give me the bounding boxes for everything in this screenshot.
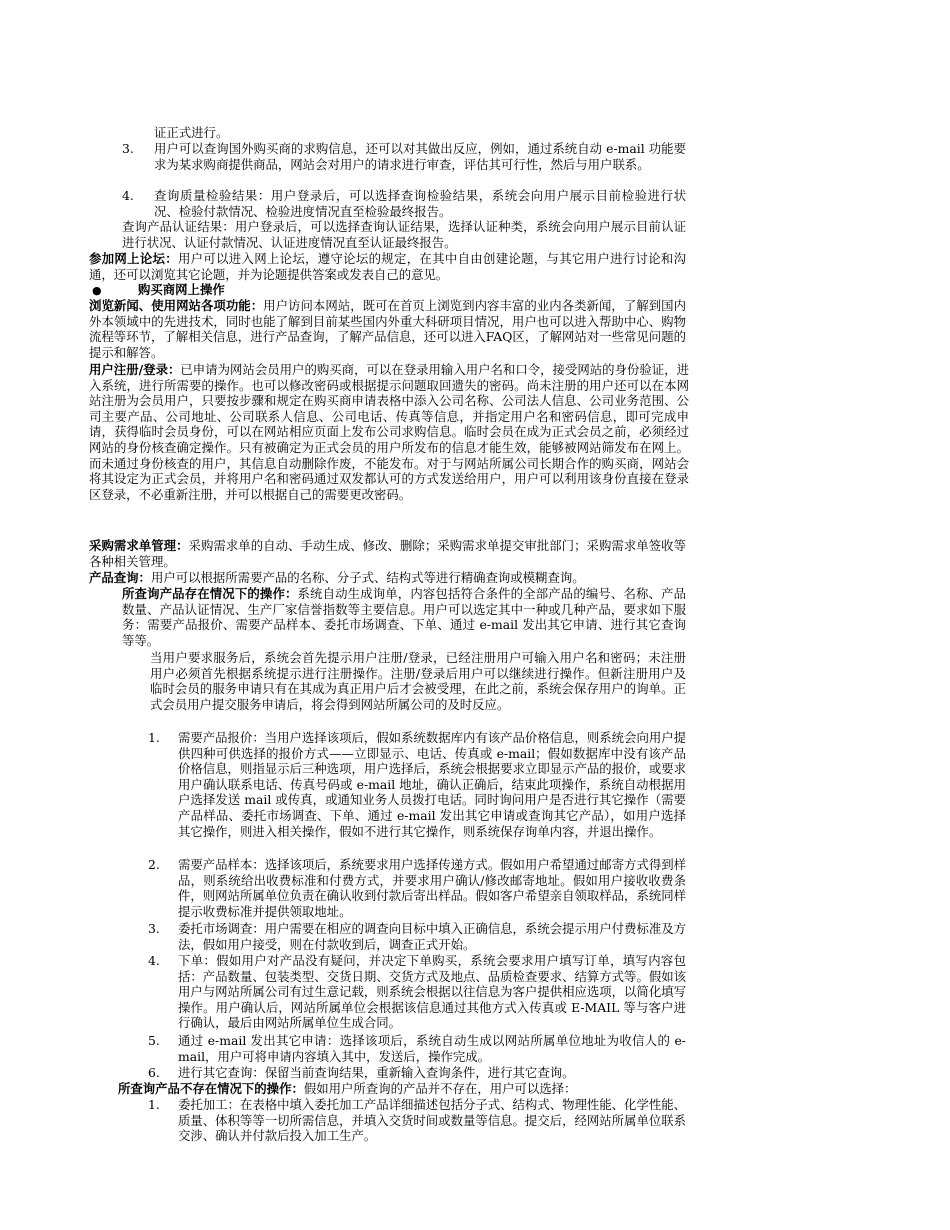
list-number: 2.	[148, 857, 160, 872]
forum-paragraph	[89, 251, 686, 282]
paragraph-text: 用户可以进入网上论坛，遵守论坛的规定，在其中自由创建论题，与其它用户进行讨论和沟通，还可以浏览其它论题，并为论题提供答案或发表自己的意见。	[89, 251, 687, 282]
list-number: 1.	[148, 1097, 160, 1112]
subsection-heading: 所查询产品存在情况下的操作：	[122, 586, 298, 601]
exist-paragraph	[122, 586, 686, 648]
bullet-icon: ●	[92, 284, 102, 297]
purchase-order-paragraph	[89, 538, 686, 569]
not-exist-paragraph	[118, 1081, 686, 1097]
list-item: 进行其它查询：保留当前查询结果，重新输入查询条件，进行其它查询。	[178, 1065, 575, 1080]
paragraph-text: 用户可以根据所需要产品的名称、分子式、结构式等进行精确查询或模糊查询。	[150, 570, 585, 585]
list-item: 用户可以查询国外购买商的求购信息，还可以对其做出反应，例如，通过系统自动 e-mail 功能要求为某求购商提供商品，网站会对用户的请求进行审查，评估其可行性，然后与用户联系。	[154, 141, 686, 172]
section-heading: 采购需求单管理：	[89, 538, 189, 553]
paragraph-text: 系统自动生成询单，内容包括符合条件的全部产品的编号、名称、产品数量、产品认证情况、生产厂家信誉指数等主要信息。用户可以选定其中一种或几种产品，要求如下服务：需要产品报价、需要产品样本、委托市场调查、下单、通过 e-mail 发出其它申请、进行其它查询等等。	[122, 586, 687, 648]
list-item: 需要产品样本：选择该项后，系统要求用户选择传递方式。假如用户希望通过邮寄方式得到样品，则系统给出收费标准和付费方式，并要求用户确认/修改邮寄地址。假如用户接收收费条件，则网站所属单位负责在确认收到付款后寄出样品。假如客户希望亲自领取样品，系统同样提示收费标准并提供领取地址。	[178, 857, 687, 919]
list-item: 委托加工：在表格中填入委托加工产品详细描述包括分子式、结构式、物理性能、化学性能、质量、体积等等一切所需信息，并填入交货时间或数量等信息。提交后，经网站所属单位联系交涉、确认并付款后投入加工生产。	[178, 1097, 687, 1144]
list-number: 6.	[148, 1065, 160, 1080]
register-paragraph	[89, 362, 689, 502]
section-heading: 浏览新闻、使用网站各项功能：	[89, 298, 264, 313]
paragraph-text: 已申请为网站会员用户的购买商，可以在登录用输入用户名和口令，接受网站的身份验证，进入系统，进行所需要的操作。也可以修改密码或根据提示问题取回遗失的密码。尚未注册的用户还可以在本网站注册为会员用户，只要按步骤和规定在购买商申请表格中添入公司名称、公司法人信息、公司业务范围、公司主要产品、公司地址、公司联系人信息、公司电话、传真等信息，并指定用户名和密码信息，即可完成申请，获得临时会员身份，可以在网站相应页面上发布公司求购信息。临时会员在成为正式会员之前，必须经过网站的身份核查确定操作。只有被确定为正式会员的用户所发布的信息才能生效，能够被网站筛发布在网上。而未通过身份核查的用户，其信息自动删除作废，不能发布。对于与网站所属公司长期合作的购买商，网站会将其设定为正式会员，并将用户名和密码通过双发都认可的方式发送给用户，用户可以利用该身份直接在登录区登录，不必重新注册，并可以根据自己的需要更改密码。	[89, 362, 690, 502]
list-item: 下单：假如用户对产品没有疑问，并决定下单购买，系统会要求用户填写订单，填写内容包括：产品数量、包装类型、交货日期、交货方式及地点、品质检查要求、结算方式等。假如该用户与网站所属公司有过生意记载，则系统会根据以往信息为客户提供相应选项，以简化填写操作。用户确认后，网站所属单位会根据该信息通过其他方式入传真或 E-MAIL 等与客户进行确认，最后由网站所属单位生成合同。	[178, 953, 687, 1031]
paragraph: 当用户要求服务后，系统会首先提示用户注册/登录，已经注册用户可输入用户名和密码；未注册用户必须首先根据系统提示进行注册操作。注册/登录后用户可以继续进行操作。但新注册用户及临时会员的服务申请只有在其成为真正用户后才会被受理，在此之前，系统会保存用户的询单。正式会员用户提交服务申请后，将会得到网站所属公司的及时反应。	[150, 650, 686, 712]
section-heading: 产品查询：	[89, 570, 151, 585]
list-number: 5.	[148, 1033, 160, 1048]
paragraph-text: 采购需求单的自动、手动生成、修改、删除；采购需求单提交审批部门；采购需求单签收等各种相关管理。	[89, 538, 687, 569]
paragraph: 查询产品认证结果：用户登录后，可以选择查询认证结果，选择认证种类，系统会向用户展示目前认证进行状况、认证付款情况、认证进度情况直至认证最终报告。	[122, 219, 686, 250]
list-item: 委托市场调查：用户需要在相应的调查向目标中填入正确信息，系统会提示用户付费标准及方法，假如用户接受，则在付款收到后，调查正式开始。	[178, 921, 687, 952]
list-number: 1.	[148, 730, 160, 745]
subsection-heading: 所查询产品不存在情况下的操作：	[118, 1081, 304, 1096]
section-heading: 参加网上论坛：	[89, 251, 178, 266]
browse-paragraph	[89, 298, 686, 360]
list-number: 3.	[148, 921, 160, 936]
list-number: 3.	[122, 141, 134, 156]
list-number: 4.	[148, 953, 160, 968]
list-number: 4.	[122, 188, 134, 203]
query-paragraph	[89, 570, 686, 586]
section-heading: 用户注册/登录：	[89, 362, 181, 377]
paragraph-text: 假如用户所查询的产品并不存在，用户可以选择：	[303, 1081, 577, 1096]
section-title: 购买商网上操作	[138, 282, 225, 297]
list-item: 需要产品报价：当用户选择该项后，假如系统数据库内有该产品价格信息，则系统会向用户提供四种可供选择的报价方式——立即显示、电话、传真或 e-mail；假如数据库中没有该产品价格信息，则指显示后三种选项，用户选择后，系统会根据要求立即显示产品的报价，或要求用户确认联系电话、传真号码或 e-mail 地址，确认正确后，结束此项操作，系统自动根据用户选择发送 mail 或传真，或通知业务人员拨打电话。同时询问用户是否进行其它操作（需要产品样品、委托市场调查、下单、通过 e-mail 发出其它申请或查询其它产品），如用户选择其它操作，则进入相关操作，假如不进行其它操作，则系统保存询单内容，并退出操作。	[178, 730, 687, 839]
list-item: 查询质量检验结果：用户登录后，可以选择查询检验结果，系统会向用户展示目前检验进行状况、检验付款情况、检验进度情况直至检验最终报告。	[154, 188, 686, 219]
paragraph: 证正式进行。	[154, 125, 229, 140]
paragraph-text: 用户访问本网站，既可在首页上浏览到内容丰富的业内各类新闻，了解到国内外本领域中的先进技术，同时也能了解到目前某些国内外重大科研项目情况，用户也可以进入帮助中心、购物流程等环节，了解相关信息，进行产品查询，了解产品信息，还可以进入FAQ区，了解网站对一些常见问题的提示和解答。	[89, 298, 687, 360]
list-item: 通过 e-mail 发出其它申请：选择该项后，系统自动生成以网站所属单位地址为收信人的 e-mail，用户可将申请内容填入其中，发送后，操作完成。	[178, 1033, 686, 1064]
